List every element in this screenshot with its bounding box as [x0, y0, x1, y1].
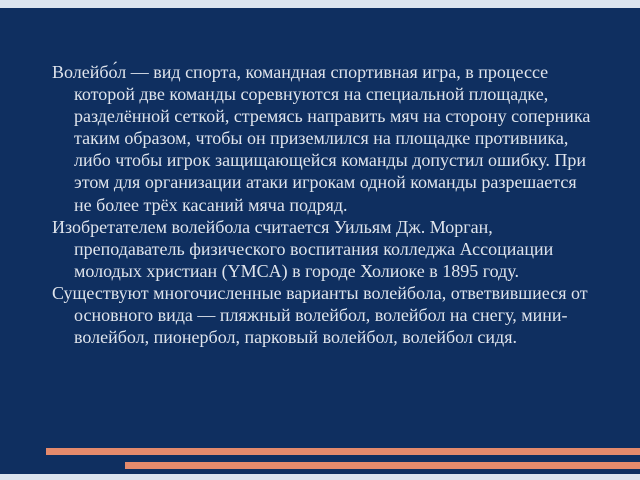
paragraph-inventor: Изобретателем волейбола считается Уильям Дж. Морган, преподаватель физического воспитания колледжа Ассоциации молодых христиан (YMCA) в городе Холиоке в 1895 году. [52, 216, 554, 281]
decorative-stripe-lower [125, 462, 640, 469]
paragraph-definition: Волейбо́л — вид спорта, командная спортивная игра, в процессе которой две команды соревнуются на специальной площадке, разделённой сеткой, стремясь направить мяч на сторону соперника таким образом, чтобы он приземлился на площадке противника, либо чтобы игрок защищающейся команды допустил ошибку. При этом для организации атаки игрокам одной команды разрешается не более трёх касаний мяча подряд. [52, 62, 591, 215]
top-border [0, 0, 640, 8]
bottom-border [0, 474, 640, 480]
slide-body [52, 61, 592, 348]
paragraph-variants: Существуют многочисленные варианты волейбола, ответвившиеся от основного вида — пляжный волейбол, волейбол на снегу, мини-волейбол, пионербол, парковый волейбол, волейбол сидя. [52, 282, 588, 348]
decorative-stripe-upper [46, 448, 640, 455]
